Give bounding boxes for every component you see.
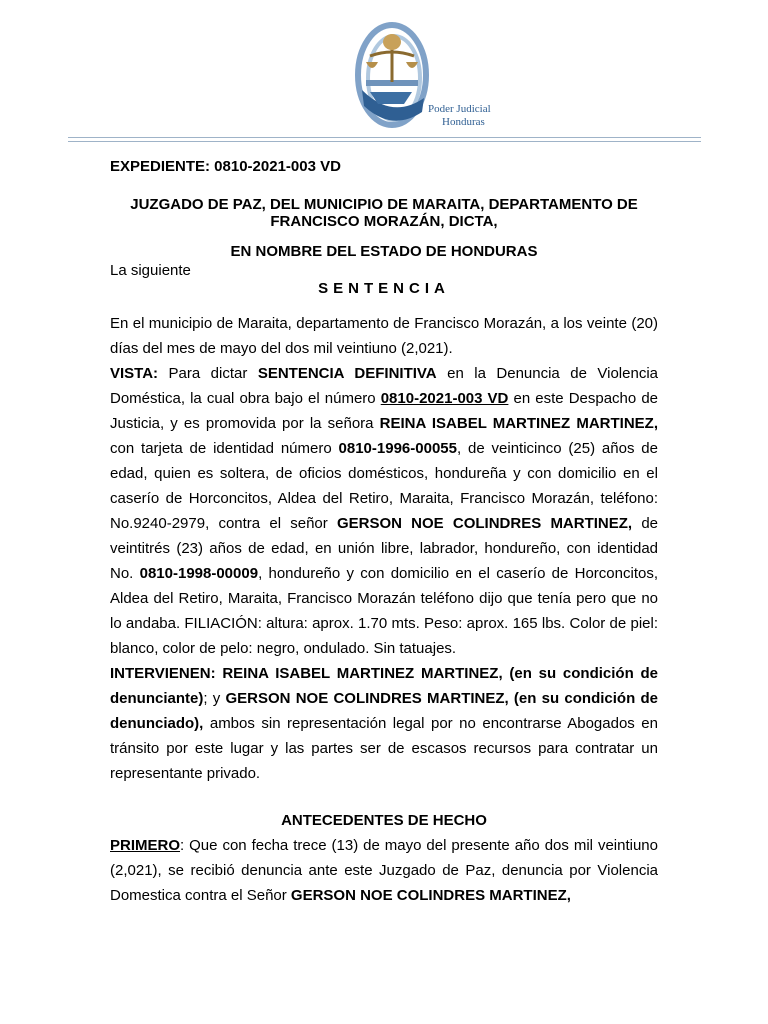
expediente: EXPEDIENTE: 0810-2021-003 VD xyxy=(110,158,341,175)
poder-judicial-logo xyxy=(352,20,502,135)
court-title: JUZGADO DE PAZ, DEL MUNICIPIO DE MARAITA, DEPARTAMENTO DE FRANCISCO MORAZÁN, DICTA, xyxy=(130,196,638,230)
state-heading: EN NOMBRE DEL ESTADO DE HONDURAS xyxy=(230,243,538,260)
primero-label: PRIMERO xyxy=(110,837,181,854)
vista-paragraph: VISTA: Para dictar SENTENCIA DEFINITIVA en la Denuncia de Violencia Doméstica, la cual obra bajo el número 0810-2021-003 VD en este Despacho de Justicia, y es promovida por la señora REINA ISABEL MARTINEZ MARTINEZ, con tarjeta de identidad número 0810-1996-00055, de veinticinco (25) años de edad, quien es soltera, de oficios domésticos, hondureña y con domicilio en el caserío de Horconcitos, Aldea del Retiro, Maraita, Francisco Morazán, teléfono: No.9240-2979, contra el señor GERSON NOE COLINDRES MARTINEZ, de veintitrés (23) años de edad, en unión libre, labrador, hondureño, con identidad No. 0810-1998-00009, hondureño y con domicilio en el caserío de Horconcitos, Aldea del Retiro, Maraita, Francisco Morazán teléfono dijo que tenía pero que no lo andaba. FILIACIÓN: altura: aprox. 1.70 mts. Peso: aprox. 165 lbs. Color de piel: blanco, color de pelo: negro, ondulado. Sin tatuajes. xyxy=(110,365,659,657)
sentencia-title: SENTENCIA xyxy=(318,280,450,297)
case-number: 0810-2021-003 VD xyxy=(380,390,509,407)
logo-text-line1: Poder Judicial xyxy=(428,103,491,115)
defendant-name: GERSON NOE COLINDRES MARTINEZ, xyxy=(336,515,633,532)
intervienen-paragraph: INTERVIENEN: REINA ISABEL MARTINEZ MARTINEZ, (en su condición de denunciante); y GERSON NOE COLINDRES MARTINEZ, (en su condición de denunciado), ambos sin representación legal por no encontrarse Abogados en tránsito por este lugar y las partes ser de escasos recursos para contratar un representante privado. xyxy=(110,665,658,782)
primero-paragraph: PRIMERO: Que con fecha trece (13) de mayo del presente año dos mil veintiuno (2,021), se recibió denuncia ante este Juzgado de Paz, denuncia por Violencia Domestica contra el Señor GERSON NOE COLINDRES MARTINEZ, xyxy=(110,837,658,904)
complainant-name: REINA ISABEL MARTINEZ MARTINEZ, xyxy=(379,415,659,432)
antecedentes-heading: ANTECEDENTES DE HECHO xyxy=(281,812,487,829)
logo-text-line2: Honduras xyxy=(442,116,485,128)
header-rule-bottom xyxy=(68,141,701,142)
document-body xyxy=(110,156,658,908)
vista-label: VISTA: xyxy=(110,365,159,382)
la-siguiente: La siguiente xyxy=(110,262,191,279)
intro-paragraph: En el municipio de Maraita, departamento de Francisco Morazán, a los veinte (20) días del mes de mayo del dos mil veintiuno (2,021). xyxy=(110,315,658,357)
header-rule-top xyxy=(68,137,701,138)
